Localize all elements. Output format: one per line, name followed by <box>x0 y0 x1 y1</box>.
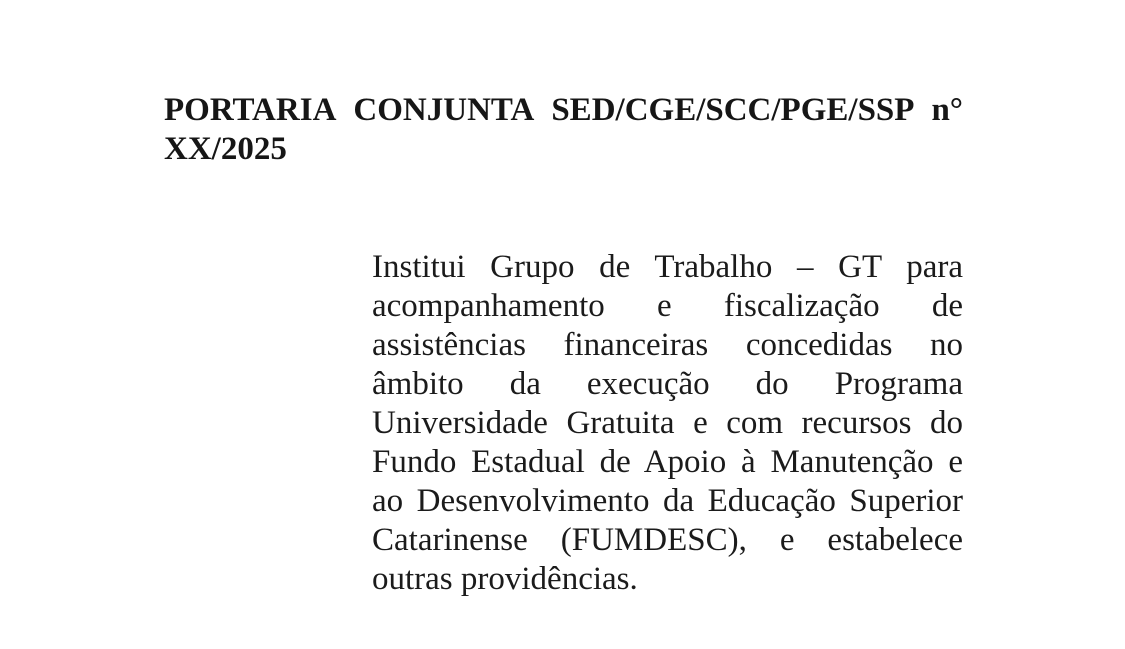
ementa-line-last: outras providências. <box>372 561 638 597</box>
ementa-line: assistências financeiras concedidas no <box>372 327 963 363</box>
portaria-title-line-2: XX/2025 <box>164 131 287 167</box>
ementa-line: ao Desenvolvimento da Educação Superior <box>372 483 963 519</box>
ementa-line: Catarinense (FUMDESC), e estabelece <box>372 522 963 558</box>
ementa-line: Institui Grupo de Trabalho – GT para <box>372 249 963 285</box>
ementa-line: acompanhamento e fiscalização de <box>372 288 963 324</box>
ementa-line: âmbito da execução do Programa <box>372 366 963 402</box>
portaria-title <box>164 91 963 169</box>
ementa-paragraph <box>372 248 963 599</box>
ementa-line: Fundo Estadual de Apoio à Manutenção e <box>372 444 963 480</box>
ementa-line: Universidade Gratuita e com recursos do <box>372 405 963 441</box>
portaria-title-line-1: PORTARIA CONJUNTA SED/CGE/SCC/PGE/SSP n° <box>164 92 963 128</box>
